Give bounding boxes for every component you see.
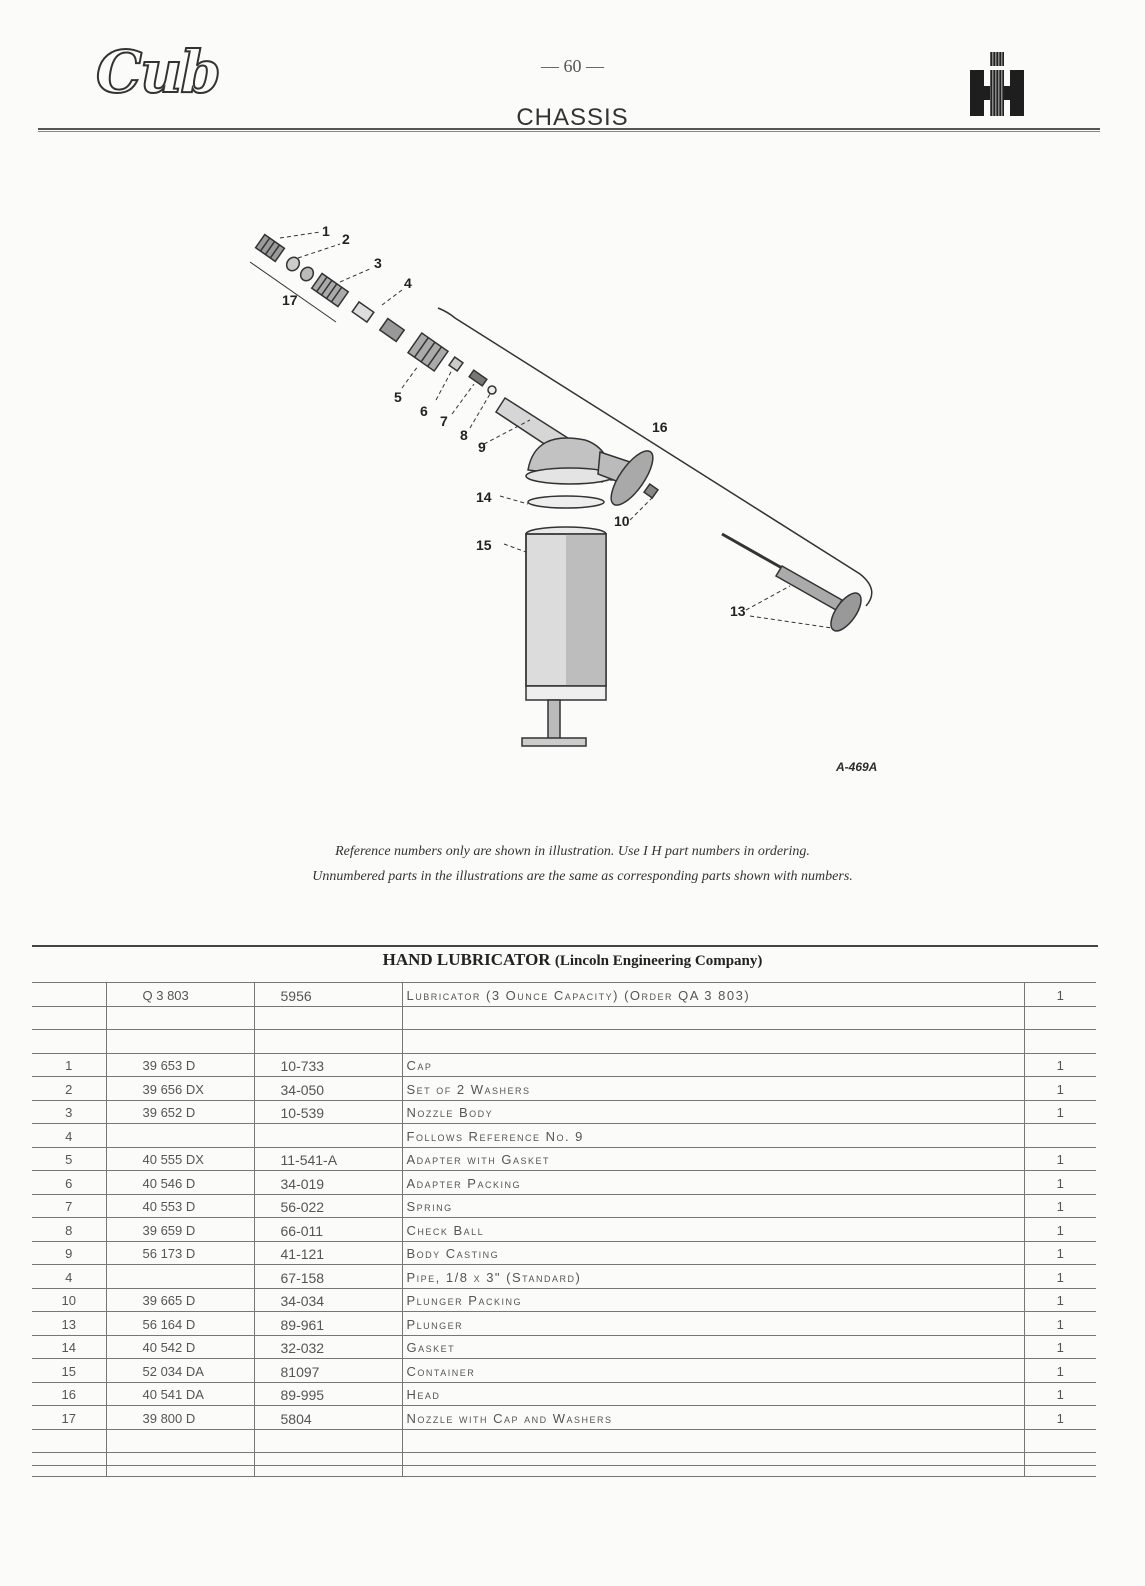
part-cap [256,235,285,262]
description-cell: Cap [402,1053,1024,1077]
ih-part-cell [106,1006,254,1030]
mfr-part-cell: 67-158 [254,1265,402,1289]
ref-cell [32,983,106,1007]
table-title-sub: (Lincoln Engineering Company) [554,953,763,969]
callout-10: 10 [614,513,630,529]
qty-cell: 1 [1024,1288,1096,1312]
ih-part-cell: 39 659 D [106,1218,254,1242]
ref-cell: 2 [32,1077,106,1101]
ref-cell: 17 [32,1406,106,1430]
ih-part-cell [106,1124,254,1148]
ref-cell [32,1429,106,1453]
mfr-part-cell: 5804 [254,1406,402,1430]
callout-13: 13 [730,603,746,619]
description-cell: Adapter with Gasket [402,1147,1024,1171]
ih-part-cell [106,1265,254,1289]
qty-cell [1024,1006,1096,1030]
ref-cell: 6 [32,1171,106,1195]
ref-cell: 14 [32,1335,106,1359]
mfr-part-cell: 66-011 [254,1218,402,1242]
ih-part-cell [106,1429,254,1453]
ih-part-cell: 40 555 DX [106,1147,254,1171]
parts-table [32,982,1096,1477]
ih-part-cell: Q 3 803 [106,983,254,1007]
callout-7: 7 [440,413,448,429]
note-unnumbered-parts: Unnumbered parts in the illustrations are the same as corresponding parts shown with numbers. [312,869,853,884]
table-row [32,1194,1096,1218]
description-cell: Check Ball [402,1218,1024,1242]
ref-cell: 3 [32,1100,106,1124]
description-cell [402,1429,1024,1453]
table-row [32,1053,1096,1077]
qty-cell: 1 [1024,1312,1096,1336]
ref-cell [32,1030,106,1054]
description-cell [402,1006,1024,1030]
description-cell: Nozzle Body [402,1100,1024,1124]
ih-part-cell: 39 653 D [106,1053,254,1077]
mfr-part-cell [254,1429,402,1453]
ih-part-cell [106,1030,254,1054]
table-top-rule [32,945,1098,947]
ih-part-cell: 40 541 DA [106,1382,254,1406]
callout-15: 15 [476,537,492,553]
ref-cell: 7 [32,1194,106,1218]
description-cell: Follows Reference No. 9 [402,1124,1024,1148]
table-row [32,1100,1096,1124]
qty-cell: 1 [1024,1100,1096,1124]
description-cell: Spring [402,1194,1024,1218]
description-cell: Set of 2 Washers [402,1077,1024,1101]
table-row [32,1359,1096,1383]
ref-cell [32,1006,106,1030]
description-cell: Plunger Packing [402,1288,1024,1312]
callout-3: 3 [374,255,382,271]
qty-cell: 1 [1024,1218,1096,1242]
qty-cell: 1 [1024,983,1096,1007]
callout-6: 6 [420,403,428,419]
mfr-part-cell [254,1124,402,1148]
table-row [32,1335,1096,1359]
ref-cell: 4 [32,1265,106,1289]
ref-cell: 16 [32,1382,106,1406]
mfr-part-cell: 56-022 [254,1194,402,1218]
mfr-part-cell: 5956 [254,983,402,1007]
description-cell: Lubricator (3 Ounce Capacity) (Order QA 3 803) [402,983,1024,1007]
table-row [32,1382,1096,1406]
table-row [32,1006,1096,1030]
qty-cell: 1 [1024,1406,1096,1430]
ih-part-cell: 40 542 D [106,1335,254,1359]
description-cell: Container [402,1359,1024,1383]
ih-part-cell: 39 800 D [106,1406,254,1430]
ref-cell: 15 [32,1359,106,1383]
description-cell: Gasket [402,1335,1024,1359]
table-row [32,1077,1096,1101]
ih-part-cell: 39 665 D [106,1288,254,1312]
callout-4: 4 [404,275,412,291]
table-row [32,983,1096,1007]
description-cell: Body Casting [402,1241,1024,1265]
mfr-part-cell: 11-541-A [254,1147,402,1171]
qty-cell: 1 [1024,1382,1096,1406]
description-cell: Adapter Packing [402,1171,1024,1195]
ref-cell: 1 [32,1053,106,1077]
qty-cell [1024,1429,1096,1453]
ref-cell: 13 [32,1312,106,1336]
table-row [32,1030,1096,1054]
qty-cell: 1 [1024,1265,1096,1289]
mfr-part-cell: 81097 [254,1359,402,1383]
cub-logo: Cub [96,38,219,106]
table-row [32,1406,1096,1430]
callout-17: 17 [282,292,298,308]
mfr-part-cell: 89-995 [254,1382,402,1406]
mfr-part-cell: 41-121 [254,1241,402,1265]
table-row [32,1147,1096,1171]
ih-part-cell: 40 546 D [106,1171,254,1195]
table-row [32,1265,1096,1289]
callout-16: 16 [652,419,668,435]
description-cell: Head [402,1382,1024,1406]
mfr-part-cell: 10-733 [254,1053,402,1077]
ref-cell: 5 [32,1147,106,1171]
qty-cell [1024,1030,1096,1054]
table-row [32,1429,1096,1453]
mfr-part-cell: 32-032 [254,1335,402,1359]
callout-2: 2 [342,231,350,247]
mfr-part-cell: 10-539 [254,1100,402,1124]
description-cell: Plunger [402,1312,1024,1336]
callout-5: 5 [394,389,402,405]
table-row [32,1124,1096,1148]
table-row [32,1171,1096,1195]
qty-cell: 1 [1024,1147,1096,1171]
ih-part-cell: 56 173 D [106,1241,254,1265]
table-title-main: HAND LUBRICATOR [382,950,551,969]
qty-cell: 1 [1024,1053,1096,1077]
table-title [0,950,1145,970]
mfr-part-cell: 89-961 [254,1312,402,1336]
mfr-part-cell: 34-034 [254,1288,402,1312]
qty-cell: 1 [1024,1171,1096,1195]
page-number: — 60 — [541,56,604,76]
mfr-part-cell: 34-050 [254,1077,402,1101]
qty-cell [1024,1124,1096,1148]
section-title: CHASSIS [516,104,629,131]
figure-id: A-469A [836,760,878,774]
ih-part-cell: 56 164 D [106,1312,254,1336]
table-row [32,1241,1096,1265]
description-cell: Nozzle with Cap and Washers [402,1406,1024,1430]
mfr-part-cell [254,1006,402,1030]
note-reference-numbers: Reference numbers only are shown in illustration. Use I H part numbers in ordering. [335,844,810,859]
ref-cell: 9 [32,1241,106,1265]
ref-cell: 8 [32,1218,106,1242]
description-cell [402,1030,1024,1054]
ih-part-cell: 52 034 DA [106,1359,254,1383]
table-row [32,1218,1096,1242]
callout-14: 14 [476,489,492,505]
callout-9: 9 [478,439,486,455]
callout-1: 1 [322,223,330,239]
table-bottom-rule [32,1465,1096,1466]
table-row [32,1288,1096,1312]
qty-cell: 1 [1024,1359,1096,1383]
ih-part-cell: 39 652 D [106,1100,254,1124]
description-cell: Pipe, 1/8 x 3" (Standard) [402,1265,1024,1289]
mfr-part-cell [254,1030,402,1054]
qty-cell: 1 [1024,1077,1096,1101]
qty-cell: 1 [1024,1194,1096,1218]
qty-cell: 1 [1024,1335,1096,1359]
ref-cell: 4 [32,1124,106,1148]
callout-8: 8 [460,427,468,443]
ih-part-cell: 39 656 DX [106,1077,254,1101]
table-row [32,1312,1096,1336]
mfr-part-cell: 34-019 [254,1171,402,1195]
ref-cell: 10 [32,1288,106,1312]
qty-cell: 1 [1024,1241,1096,1265]
ih-part-cell: 40 553 D [106,1194,254,1218]
